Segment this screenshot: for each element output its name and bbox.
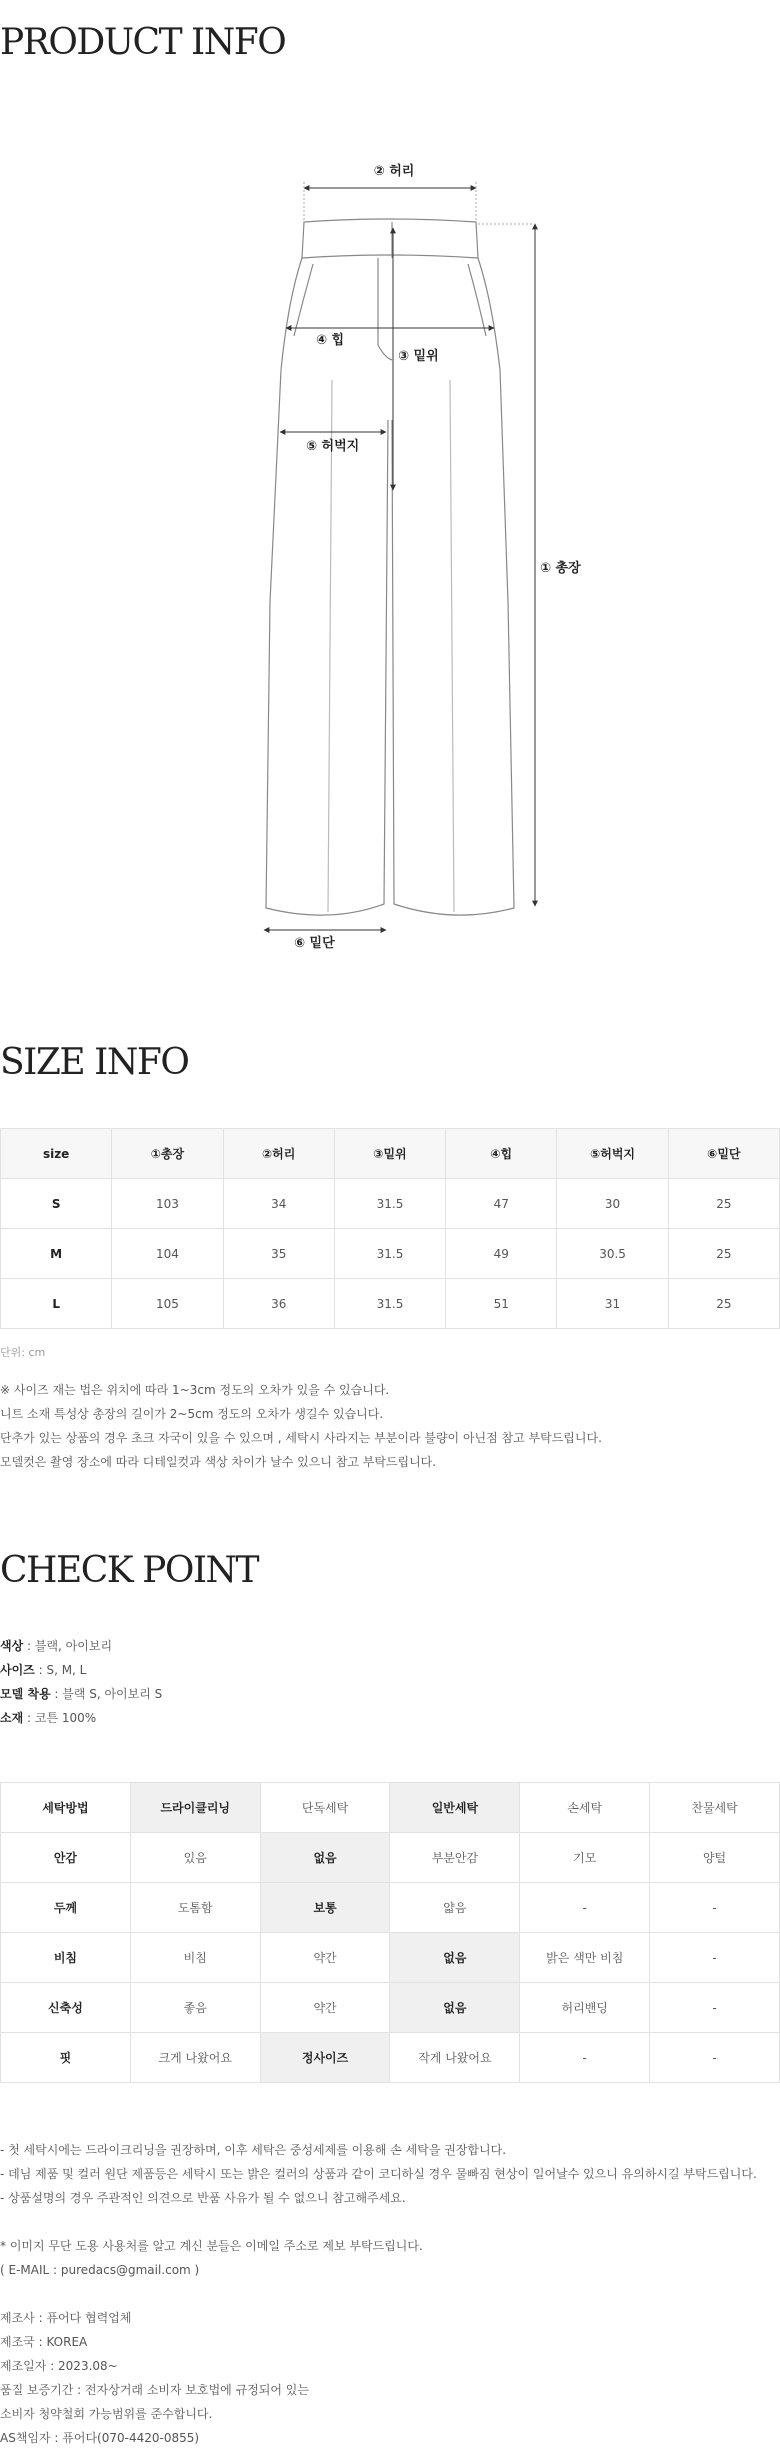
table-row (1, 1279, 780, 1329)
option-cell: - (520, 1883, 650, 1933)
table-header-cell: ②허리 (223, 1129, 334, 1179)
spec-key: 소재 (0, 1711, 24, 1725)
check-point-table (0, 1782, 780, 2083)
table-cell: 36 (223, 1279, 334, 1329)
product-spec (0, 1634, 162, 1730)
option-cell: - (650, 1883, 780, 1933)
row-label: 비침 (1, 1933, 131, 1983)
option-cell-selected: 없음 (260, 1833, 390, 1883)
table-cell: 49 (446, 1229, 557, 1279)
table-row (1, 1833, 780, 1883)
row-label: 두께 (1, 1883, 131, 1933)
option-cell: 크게 나왔어요 (130, 2033, 260, 2083)
pants-outline (266, 219, 514, 915)
note-line: 모델컷은 촬영 장소에 따라 디테일컷과 색상 차이가 날수 있으니 참고 부탁드립니다. (0, 1455, 437, 1469)
spec-line (0, 1658, 162, 1682)
option-cell: 부분안감 (390, 1833, 520, 1883)
table-header-cell: size (1, 1129, 112, 1179)
email-line: ( E-MAIL : puredacs@gmail.com ) (0, 2263, 200, 2277)
check-point-title: CHECK POINT (0, 1550, 259, 1591)
row-label: 안감 (1, 1833, 131, 1883)
table-cell: 25 (668, 1279, 779, 1329)
pants-measurement-diagram (0, 140, 780, 960)
table-header-cell: ④힙 (446, 1129, 557, 1179)
table-header-cell: ⑤허벅지 (557, 1129, 668, 1179)
option-cell-selected: 정사이즈 (260, 2033, 390, 2083)
option-cell: 작게 나왔어요 (390, 2033, 520, 2083)
note-line: ※ 사이즈 재는 법은 위치에 따라 1~3cm 정도의 오차가 있을 수 있습니다. (0, 1383, 390, 1397)
table-row (1, 1983, 780, 2033)
table-row (1, 1229, 780, 1279)
info-line: 제조사 : 퓨어다 협력업체 (0, 2311, 132, 2325)
note-line: - 첫 세탁시에는 드라이크리닝을 권장하며, 이후 세탁은 중성세제를 이용해 손 세탁을 권장합니다. (0, 2143, 507, 2157)
row-label: 핏 (1, 2033, 131, 2083)
spec-line (0, 1682, 162, 1706)
spec-line (0, 1634, 162, 1658)
table-cell: 30.5 (557, 1229, 668, 1279)
size-notes (0, 1378, 602, 1474)
option-cell: 기모 (520, 1833, 650, 1883)
option-cell: - (650, 1933, 780, 1983)
spec-key: 사이즈 (0, 1663, 35, 1677)
unit-label: 단위: cm (0, 1346, 46, 1359)
table-row (1, 1179, 780, 1229)
size-cell: S (1, 1179, 112, 1229)
table-header-cell: ⑥밑단 (668, 1129, 779, 1179)
table-header-cell: ①총장 (112, 1129, 223, 1179)
option-cell-selected: 일반세탁 (390, 1783, 520, 1833)
spec-key: 색상 (0, 1639, 24, 1653)
table-row (1, 1883, 780, 1933)
total-length-label: ① 총장 (540, 561, 581, 576)
option-cell-selected: 없음 (390, 1933, 520, 1983)
table-cell: 31.5 (334, 1229, 445, 1279)
option-cell: 도톰함 (130, 1883, 260, 1933)
table-cell: 30 (557, 1179, 668, 1229)
table-cell: 31.5 (334, 1179, 445, 1229)
table-cell: 35 (223, 1229, 334, 1279)
care-notes (0, 2138, 757, 2210)
size-cell: M (1, 1229, 112, 1279)
table-cell: 47 (446, 1179, 557, 1229)
table-header-cell: ③밑위 (334, 1129, 445, 1179)
option-cell: 밝은 색만 비침 (520, 1933, 650, 1983)
option-cell: - (650, 2033, 780, 2083)
note-line: - 데님 제품 및 컬러 원단 제품등은 세탁시 또는 밝은 컬러의 상품과 같이 코디하실 경우 물빠짐 현상이 일어날수 있으니 유의하시길 부탁드립니다. (0, 2167, 757, 2181)
note-line: - 상품설명의 경우 주관적인 의견으로 반품 사유가 될 수 없으니 참고해주세요. (0, 2191, 406, 2205)
spec-key: 모델 착용 (0, 1687, 51, 1701)
table-cell: 31.5 (334, 1279, 445, 1329)
thigh-label: ⑤ 허벅지 (306, 439, 360, 454)
table-cell: 25 (668, 1229, 779, 1279)
spec-value: : 블랙 S, 아이보리 S (50, 1687, 163, 1701)
table-cell: 31 (557, 1279, 668, 1329)
hip-label: ④ 힙 (316, 333, 345, 348)
info-line: AS책임자 : 퓨어다(070-4420-0855) (0, 2431, 200, 2445)
option-cell-selected: 보통 (260, 1883, 390, 1933)
product-info-title: PRODUCT INFO (0, 22, 286, 63)
option-cell: 단독세탁 (260, 1783, 390, 1833)
spec-value: : 코튼 100% (23, 1711, 97, 1725)
option-cell: 손세탁 (520, 1783, 650, 1833)
manufacturer-info (0, 2306, 309, 2450)
spec-line (0, 1706, 162, 1730)
hem-label: ⑥ 밑단 (294, 936, 335, 951)
info-line: 품질 보증기간 : 전자상거래 소비자 보호법에 규정되어 있는 (0, 2383, 309, 2397)
info-line: 제조국 : KOREA (0, 2335, 88, 2349)
option-cell: 허리밴딩 (520, 1983, 650, 2033)
table-cell: 34 (223, 1179, 334, 1229)
row-label: 신축성 (1, 1983, 131, 2033)
option-cell: 약간 (260, 1933, 390, 1983)
option-cell: - (520, 2033, 650, 2083)
option-cell-selected: 없음 (390, 1983, 520, 2033)
option-cell: 비침 (130, 1933, 260, 1983)
rise-label: ③ 밑위 (398, 349, 439, 364)
table-header-row (1, 1129, 780, 1179)
table-row (1, 1933, 780, 1983)
table-cell: 103 (112, 1179, 223, 1229)
table-cell: 25 (668, 1179, 779, 1229)
table-cell: 105 (112, 1279, 223, 1329)
table-row (1, 1783, 780, 1833)
spec-value: : 블랙, 아이보리 (23, 1639, 113, 1653)
option-cell: - (650, 1983, 780, 2033)
copyright-notice (0, 2234, 423, 2282)
size-cell: L (1, 1279, 112, 1329)
note-line: 단추가 있는 상품의 경우 초크 자국이 있을 수 있으며 , 세탁시 사라지는 부분이라 불량이 아닌점 참고 부탁드립니다. (0, 1431, 602, 1445)
waist-label: ② 허리 (373, 164, 415, 179)
option-cell-selected: 드라이클리닝 (130, 1783, 260, 1833)
option-cell: 찬물세탁 (650, 1783, 780, 1833)
note-line: 니트 소재 특성상 총장의 길이가 2~5cm 정도의 오차가 생길수 있습니다. (0, 1407, 384, 1421)
option-cell: 좋음 (130, 1983, 260, 2033)
info-line: 제조일자 : 2023.08~ (0, 2359, 118, 2373)
option-cell: 양털 (650, 1833, 780, 1883)
option-cell: 얇음 (390, 1883, 520, 1933)
info-line: 소비자 청약철회 가능범위를 준수합니다. (0, 2407, 213, 2421)
table-cell: 104 (112, 1229, 223, 1279)
option-cell: 있음 (130, 1833, 260, 1883)
table-cell: 51 (446, 1279, 557, 1329)
spec-value: : S, M, L (34, 1663, 87, 1677)
table-row (1, 2033, 780, 2083)
note-line: * 이미지 무단 도용 사용처를 알고 계신 분들은 이메일 주소로 제보 부탁드립니다. (0, 2239, 423, 2253)
row-label: 세탁방법 (1, 1783, 131, 1833)
size-table (0, 1128, 780, 1329)
size-info-title: SIZE INFO (0, 1042, 189, 1083)
option-cell: 약간 (260, 1983, 390, 2033)
